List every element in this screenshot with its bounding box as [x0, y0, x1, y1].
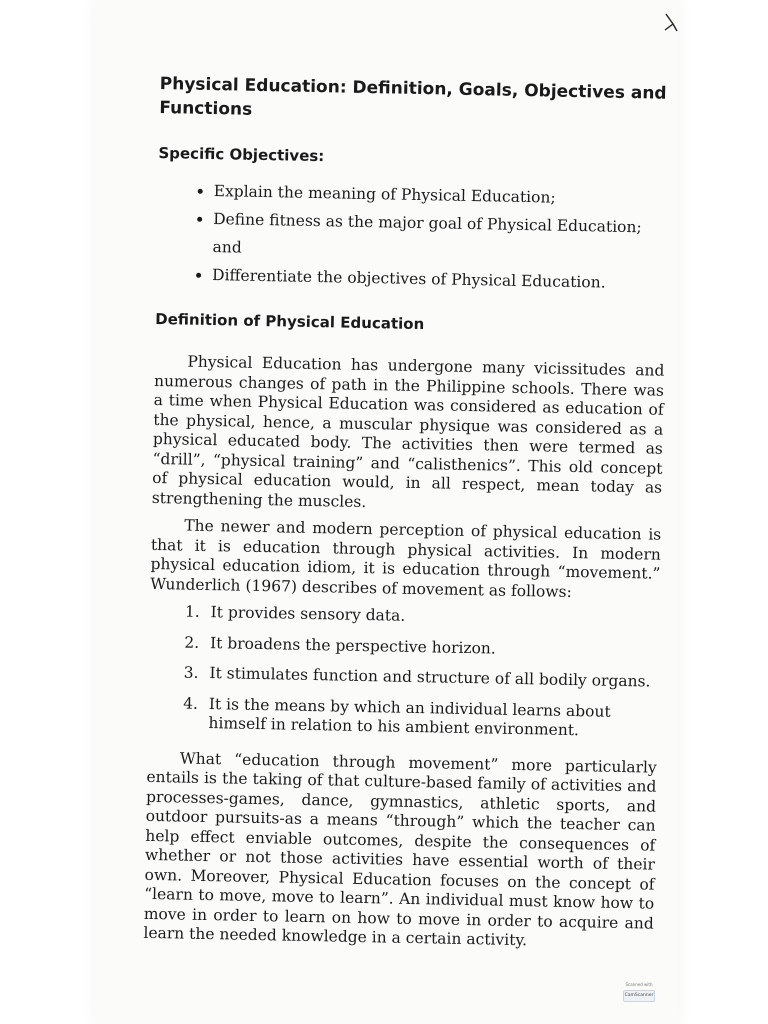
camscanner-watermark [622, 982, 656, 1016]
paragraph: Physical Education has undergone many vicissitudes and numerous changes of path in the Philippine schools. There was a time when Physical Education was considered as education of the physical, hence, a muscular physique was considered as a physical educated body. The activities then were termed as “drill”, “physical training” and “calisthenics”. This old concept of physical education would, in all respect, mean today as strengthening the muscles. [151, 352, 665, 511]
camscanner-logo: CamScanner [623, 990, 655, 1002]
movement-item: 3. It stimulates function and structure of all bodily organs. [203, 664, 658, 692]
movement-item: 1. It provides sensory data. [204, 603, 659, 631]
paragraph: The newer and modern perception of physical education is that it is education through physical activities. In modern physical education idiom, it is education through “movement.” Wunderlich (1967) describes of movement as follows: [150, 516, 662, 601]
movement-list [147, 602, 659, 742]
objective-item: • Define fitness as the major goal of Physical Education; and [212, 205, 667, 270]
document-title: Physical Education: Definition, Goals, Objectives and Functions [159, 73, 667, 120]
movement-item: 2. It broadens the perspective horizon. [204, 633, 659, 661]
objective-item: • Explain the meaning of Physical Education; [213, 177, 667, 214]
paragraph: What “education through movement” more particularly entails is the taking of that culture-based family of activities and processes-games, dance, gymnastics, athletic sports, and outdoor pursuits-as a means “through” which the teacher can help effect enviable outcomes, despite the consequences of whether or not those activities have essential worth of their own. Moreover, Physical Education focuses on the concept of “learn to move, move to learn”. An individual must know how to move in order to learn on how to move in order to acquire and learn the needed knowledge in a certain activity. [143, 749, 657, 950]
movement-item: 4. It is the means by which an individual learns about himself in relation to his ambient environment. [202, 694, 658, 742]
watermark-caption: Scanned with [625, 982, 653, 987]
objective-item: • Differentiate the objectives of Physical Education. [212, 261, 666, 298]
corner-pen-mark [662, 12, 678, 32]
objectives-list [156, 176, 668, 298]
definition-heading: Definition of Physical Education [155, 309, 425, 334]
specific-objectives-heading: Specific Objectives: [158, 143, 325, 166]
document-body [143, 72, 670, 961]
